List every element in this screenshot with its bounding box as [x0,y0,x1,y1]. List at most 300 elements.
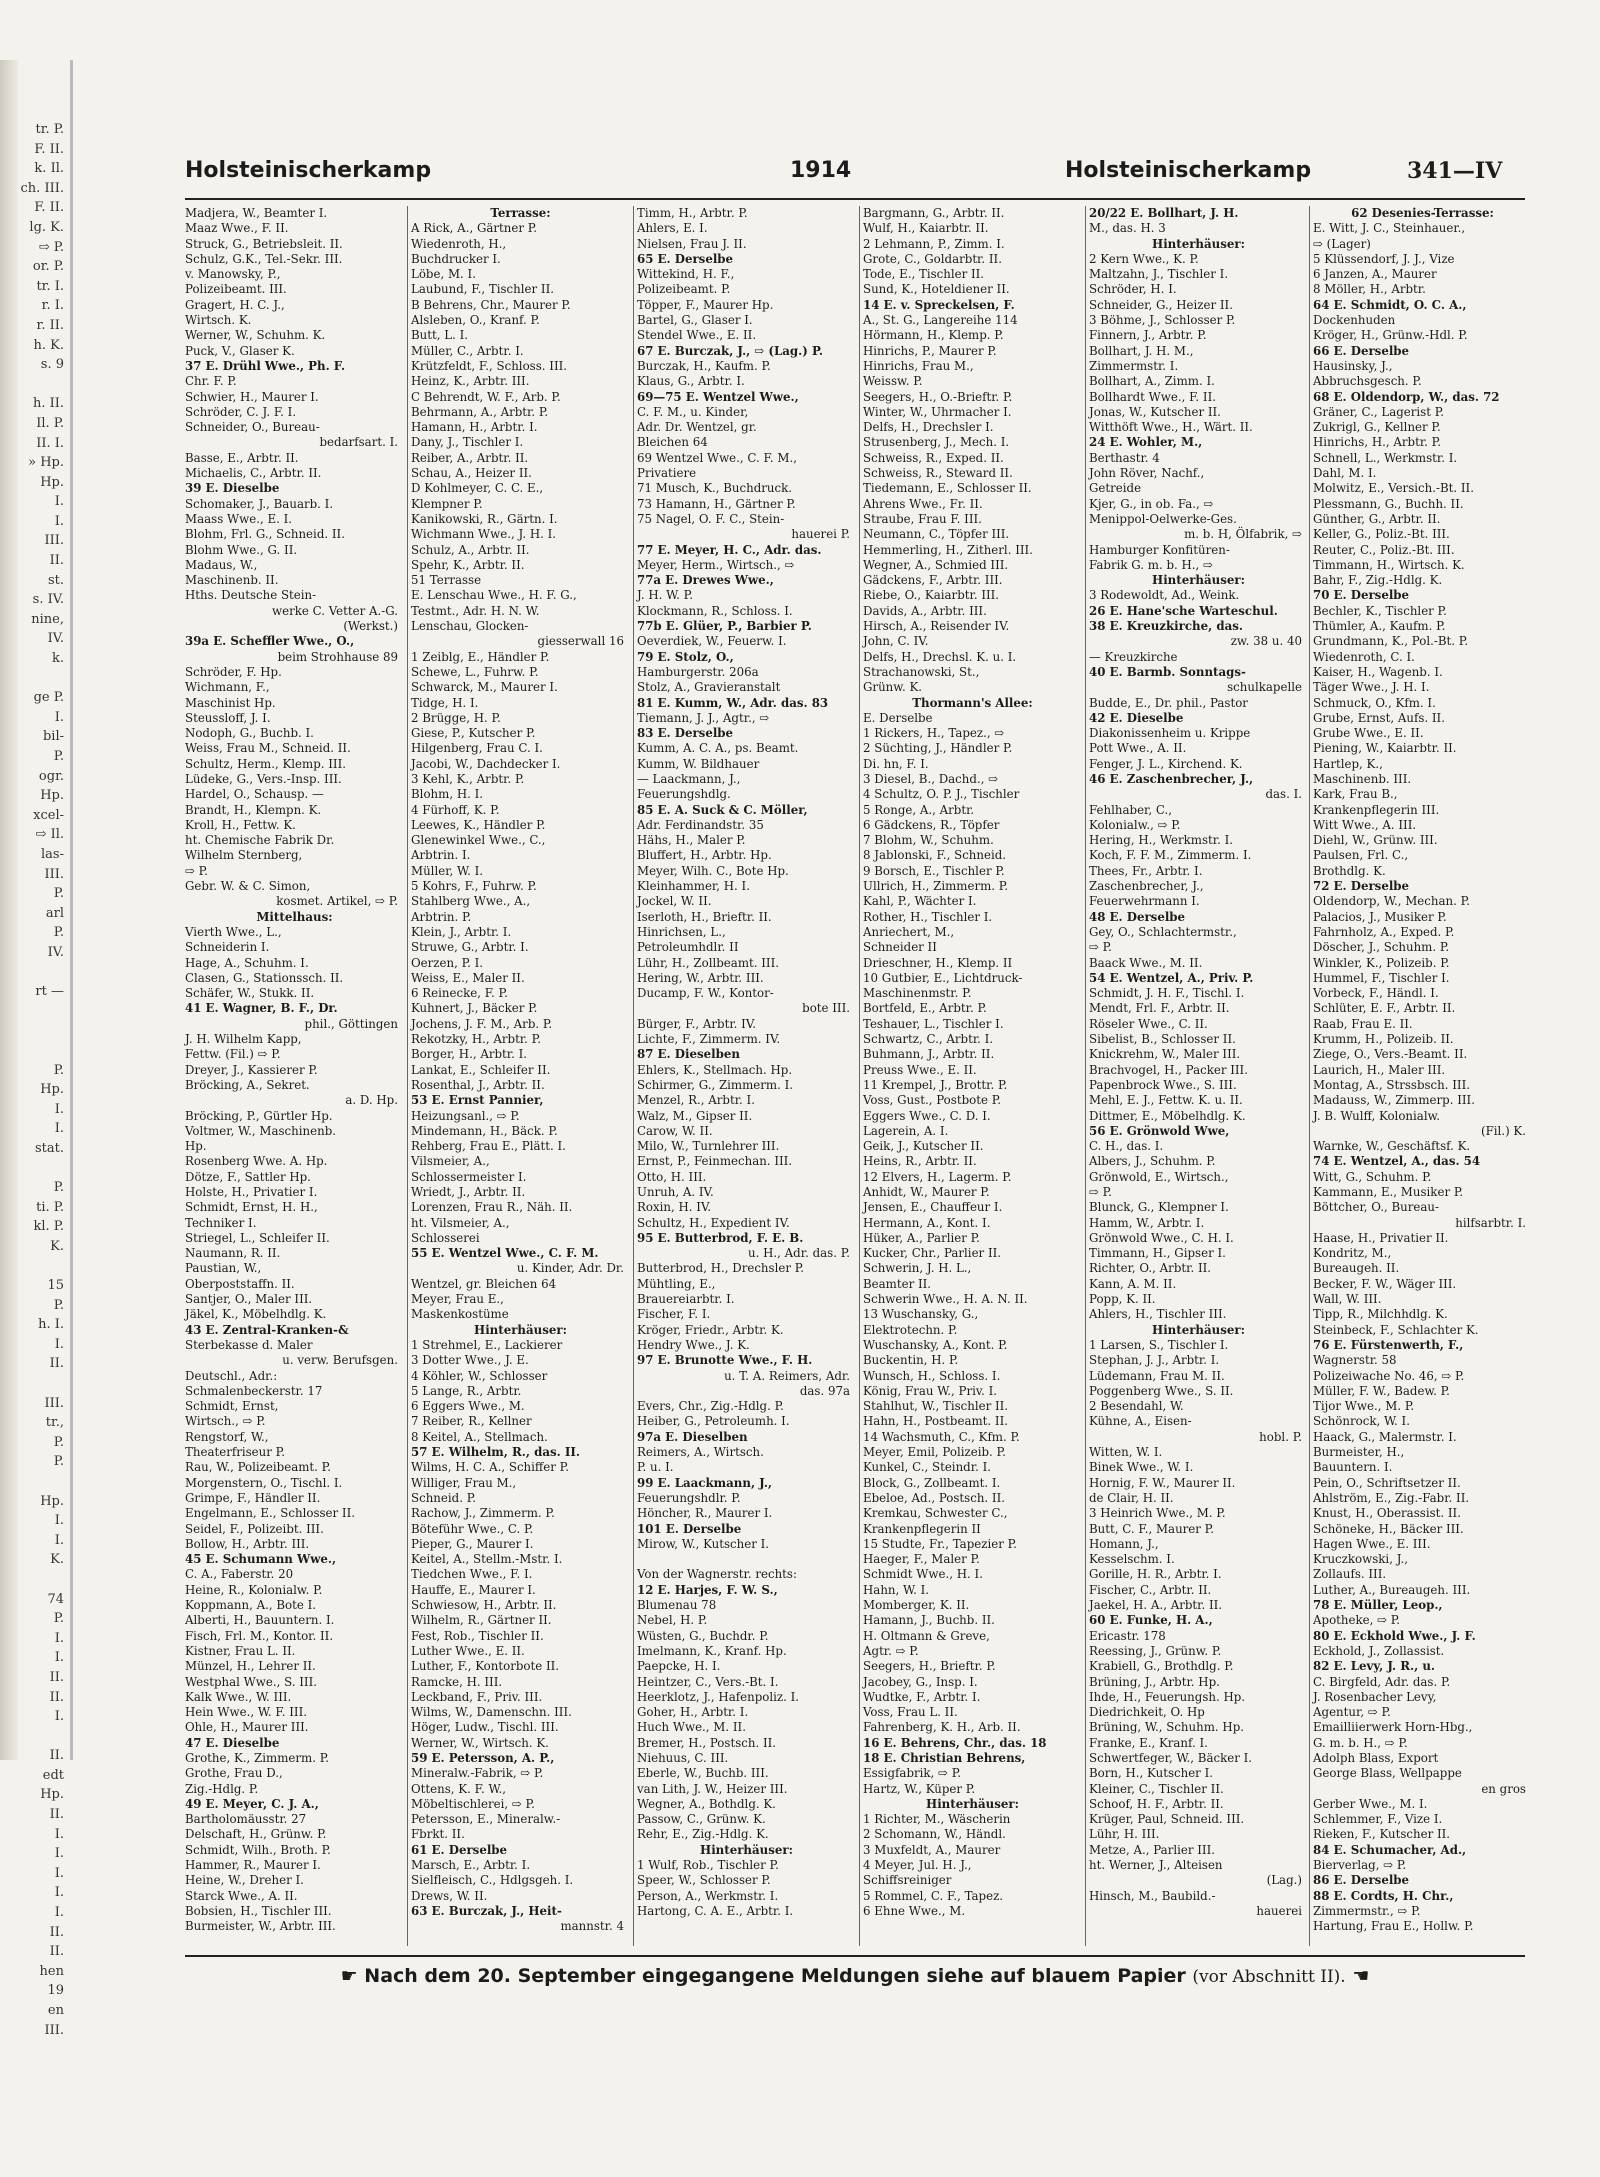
directory-line: Lorenzen, Frau R., Näh. II. [411,1200,573,1215]
directory-line: Grube, Ernst, Aufs. II. [1313,710,1445,725]
directory-line: G. m. b. H., ⇨ P. [1313,1735,1408,1750]
directory-line: A Rick, A., Gärtner P. [411,221,538,236]
directory-line: Rosenberg Wwe. A. Hp. [185,1154,328,1169]
directory-line: Michaelis, C., Arbtr. II. [185,466,322,481]
directory-line: Madjera, W., Beamter I. [185,206,328,220]
directory-line: Fahrnholz, A., Exped. P. [1313,924,1455,939]
directory-line: Voss, Frau L. II. [863,1705,958,1720]
directory-line: Jonas, W., Kutscher II. [1089,404,1221,419]
directory-line: Fisch, Frl. M., Kontor. II. [185,1628,334,1643]
column-divider [407,206,408,1946]
facing-page-fragment: ogr. [38,768,64,784]
directory-line: Grönwold, E., Wirtsch., [1089,1169,1229,1184]
directory-line: 47 E. Dieselbe [185,1735,280,1750]
directory-line: Williger, Frau M., [411,1475,517,1490]
directory-line: Schmidt, Ernst, [185,1399,279,1414]
facing-page-fragment [0,1256,64,1276]
directory-line: Dötze, F., Sattler Hp. [185,1169,311,1184]
directory-line: Montag, A., Strssbsch. III. [1313,1077,1470,1092]
directory-line: Gerber Wwe., M. I. [1313,1796,1428,1811]
facing-page-fragment: F. II. [34,200,64,216]
directory-line: Wilhelm Sternberg, [185,848,303,863]
directory-line: Kann, A. M. II. [1089,1276,1177,1291]
directory-line: Finnern, J., Arbtr. P. [1089,328,1207,343]
facing-page-fragment: I. [54,1650,64,1666]
directory-line: Hahn, W. I. [863,1582,929,1597]
directory-line: Kucker, Chr., Parlier II. [863,1246,1002,1261]
directory-line: Testmt., Adr. H. N. W. [411,603,540,618]
directory-line: Bröcking, P., Gürtler Hp. [185,1108,333,1123]
directory-line: Person, A., Werkmstr. I. [637,1888,779,1903]
directory-line: Davids, A., Arbtr. III. [863,603,987,618]
directory-line: Wirtsch., ⇨ P. [185,1414,266,1429]
directory-line: 48 E. Derselbe [1089,909,1186,924]
directory-line: 15 Studte, Fr., Tapezier P. [863,1536,1017,1551]
directory-line: 12 Elvers, H., Lagerm. P. [863,1169,1012,1184]
directory-line: Paepcke, H. I. [637,1659,721,1674]
directory-line: Heintzer, C., Vers.-Bt. I. [637,1674,779,1689]
directory-line: Franke, E., Kranf. I. [1089,1735,1208,1750]
directory-line: Schöneke, H., Bäcker III. [1313,1521,1464,1536]
directory-line: Eggers Wwe., C. D. I. [863,1108,991,1123]
directory-line: Wriedt, J., Arbtr. II. [411,1185,526,1199]
directory-line: 14 Wachsmuth, C., Kfm. P. [863,1429,1020,1444]
directory-line: Hp. [185,1139,207,1154]
directory-line: 97a E. Dieselben [637,1429,748,1444]
directory-line: Timmann, H., Gipser I. [1089,1246,1226,1261]
directory-line: Marsch, E., Arbtr. I. [411,1858,531,1873]
directory-line: Petroleumhdlr. II [637,940,739,955]
directory-line: Mendt, Frl. F., Arbtr. II. [1089,1001,1230,1016]
directory-line: Hering, W., Arbtr. III. [637,970,764,985]
directory-page [185,150,1525,2040]
directory-line: Kruczkowski, J., [1313,1552,1409,1567]
directory-line: Steinbeck, F., Schlachter K. [1313,1322,1479,1337]
directory-line: hauerei [1256,1903,1302,1918]
directory-line: Kistner, Frau L. II. [185,1643,296,1658]
directory-line: Berthastr. 4 [1089,450,1160,465]
directory-line: Schlemmer, F., Vize I. [1313,1812,1443,1827]
directory-line: Thümler, A., Kaufm. P. [1313,619,1446,634]
directory-line: Kolonialw., ⇨ P. [1089,817,1181,832]
directory-line: Heins, R., Arbtr. II. [863,1154,977,1169]
directory-line: Grimpe, F., Händler II. [185,1490,321,1505]
directory-line: P. u. I. [637,1460,674,1475]
directory-line: 5 Lange, R., Arbtr. [411,1383,522,1398]
directory-line: Santjer, O., Maler III. [185,1292,313,1307]
directory-line: 5 Ronge, A., Arbtr. [863,802,975,817]
directory-line: Blohm, H. I. [411,787,484,802]
directory-line: Ebeloe, Ad., Postsch. II. [863,1490,1006,1505]
facing-page-fragment: II. [49,1807,64,1823]
directory-line: 2 Süchting, J., Händler P. [863,741,1013,756]
directory-line: Steussloff, J. I. [185,710,271,725]
directory-line: Weiss, E., Maler II. [411,970,525,985]
directory-line: 69 Wentzel Wwe., C. F. M., [637,450,797,465]
directory-line: 43 E. Zentral-Kranken-& [185,1322,349,1337]
directory-line: Jensen, E., Chauffeur I. [863,1200,1003,1215]
directory-line: Stahlhut, W., Tischler II. [863,1399,1009,1414]
directory-line: 67 E. Burczak, J., ⇨ (Lag.) P. [637,343,823,358]
directory-line: Wegner, A., Bothdlg. K. [637,1796,776,1811]
directory-line: Giese, P., Kutscher P. [411,726,536,741]
directory-line: Heiber, G., Petroleumh. I. [637,1414,790,1429]
directory-line: Momberger, K. II. [863,1598,970,1613]
facing-page-fragment: arl [45,905,64,921]
directory-line: Dreyer, J., Kassierer P. [185,1062,318,1077]
directory-line: Sielfleisch, C., Hdlgsgeh. I. [411,1873,574,1888]
facing-page-fragment [0,1472,64,1492]
directory-line: Strachanowski, St., [863,664,980,679]
directory-line: 5 Rommel, C. F., Tapez. [863,1888,1004,1903]
directory-line: Jacobey, G., Insp. I. [863,1674,978,1689]
directory-line: Budde, E., Dr. phil., Pastor [1089,695,1248,710]
facing-page-fragment: nine, [31,611,64,627]
directory-line: Hinterhäuser: [1152,236,1245,251]
directory-line: Hths. Deutsche Stein- [185,588,317,603]
directory-line: Schröder, F. Hp. [185,664,282,679]
directory-line: Metze, A., Parlier III. [1089,1842,1215,1857]
directory-line: Witt, G., Schuhm. P. [1313,1169,1432,1184]
facing-page-fragment: IV. [47,631,64,647]
directory-line: 57 E. Wilhelm, R., das. II. [411,1445,581,1460]
directory-line: 95 E. Butterbrod, F. E. B. [637,1230,804,1245]
directory-line: 101 E. Derselbe [637,1521,742,1536]
directory-line: Luther, A., Bureaugeh. III. [1313,1582,1471,1597]
facing-page-fragment: hen [39,1963,64,1979]
directory-line: Bröcking, A., Sekret. [185,1077,310,1092]
directory-line: Grönwold Wwe., C. H. I. [1089,1230,1234,1245]
directory-line: Tiemann, J. J., Agtr., ⇨ [637,710,770,725]
directory-line: 13 Wuschansky, G., [863,1307,979,1322]
directory-line: C. H., das. I. [1089,1139,1164,1154]
directory-line: Papenbrock Wwe., S. III. [1089,1077,1237,1092]
directory-line: Diedrichkeit, O. Hp [1089,1705,1205,1720]
directory-line: Otto, H. III. [637,1169,707,1184]
directory-line: 56 E. Grönwold Wwe, [1089,1123,1230,1138]
directory-line: Becker, F. W., Wäger III. [1313,1276,1457,1291]
directory-line: Meyer, Wilh. C., Bote Hp. [637,863,789,878]
directory-line: 20/22 E. Bollhart, J. H. [1089,206,1239,220]
directory-line: Lühr, H. III. [1089,1827,1160,1842]
directory-line: Starck Wwe., A. II. [185,1888,298,1903]
directory-line: 11 Krempel, J., Brottr. P. [863,1077,1008,1092]
facing-page-fragment: I. [54,1905,64,1921]
directory-line: Schnell, L., Werkmstr. I. [1313,450,1458,465]
directory-line: Wittekind, H. F., [637,267,735,282]
directory-line: Schulz, A., Arbtr. II. [411,542,530,557]
directory-line: Rengstorf, W., [185,1429,269,1444]
directory-line: Unruh, A. IV. [637,1185,714,1199]
directory-line: Döscher, J., Schuhm. P. [1313,940,1450,955]
directory-line: giesserwall 16 [537,634,624,649]
directory-line: Petersson, E., Mineralw.- [411,1812,561,1827]
directory-line: Bleichen 64 [637,435,708,450]
directory-line: Hage, A., Schuhm. I. [185,955,309,970]
facing-page-fragment [0,963,64,983]
directory-line: J. Rosenbacher Levy, [1313,1689,1437,1704]
facing-page-fragment: Hp. [40,1082,64,1098]
directory-line: Straube, Frau F. III. [863,511,982,526]
directory-line: E. Lenschau Wwe., H. F. G., [411,588,577,603]
directory-line: Zig.-Hdlg. P. [185,1781,259,1796]
directory-line: ⇨ P. [1089,1185,1112,1199]
directory-line: van Lith, J. W., Heizer III. [637,1781,788,1796]
directory-line: Rehberg, Frau E., Plätt. I. [411,1139,566,1154]
directory-line: Nielsen, Frau J. II. [637,236,747,251]
directory-line: Dittmer, E., Möbelhdlg. K. [1089,1108,1246,1123]
directory-line: Wichmann, F., [185,680,270,695]
directory-line: (Fil.) K. [1481,1123,1526,1138]
directory-line: Privatiere [637,466,697,481]
directory-line: Polizeibeamt. III. [185,282,287,297]
directory-line: Reiber, A., Arbtr. II. [411,450,529,465]
entry-columns [185,206,1525,1946]
directory-line: 83 E. Derselbe [637,726,734,741]
directory-line: Glenewinkel Wwe., C., [411,833,546,848]
directory-line: Hartung, Frau E., Hollw. P. [1313,1919,1474,1934]
directory-line: Löbe, M. I. [411,267,476,282]
directory-line: Voss, Gust., Postbote P. [863,1093,1001,1108]
directory-line: en gros [1481,1781,1526,1796]
directory-line: Albers, J., Schuhm. P. [1089,1154,1216,1169]
facing-page-fragment: en [47,2003,64,2018]
directory-line: Mühtling, E., [637,1276,716,1291]
directory-line: Grote, C., Goldarbtr. II. [863,251,1002,266]
directory-line: Schneiderin I. [185,940,270,955]
directory-line: Techniker I. [185,1215,257,1230]
directory-line: Laurich, H., Maler III. [1313,1062,1446,1077]
footer-tail: (vor Abschnitt II). [1192,1967,1346,1987]
directory-line: Hummel, F., Tischler I. [1313,970,1450,985]
directory-line: Schau, A., Heizer II. [411,466,532,481]
directory-line: Stephan, J. J., Arbtr. I. [1089,1353,1220,1368]
directory-line: Grünw. K. [863,680,923,695]
directory-line: Menippol-Oelwerke-Ges. [1089,511,1237,526]
header-right-title: Holsteinischerkamp [1065,158,1312,183]
directory-line: m. b. H, Ölfabrik, ⇨ [1184,527,1302,542]
directory-line: 1 Rickers, H., Tapez., ⇨ [863,726,1005,741]
directory-line: Madauss, W., Zimmerp. III. [1313,1093,1475,1108]
directory-line: Schwerin, J. H. L., [863,1261,972,1276]
directory-line: Kunkel, C., Steindr. I. [863,1460,991,1475]
directory-line: Schlosserei [411,1230,480,1245]
hand-pointer-icon: ☛ [340,1965,358,1987]
directory-line: Beamter II. [863,1276,932,1291]
directory-line: ht. Werner, J., Alteisen [1089,1858,1223,1873]
directory-line: ht. Vilsmeier, A., [411,1215,510,1230]
facing-page-fragment: I. [54,1846,64,1862]
directory-line: Witt Wwe., A. III. [1313,817,1417,832]
directory-line: C. A., Faberstr. 20 [185,1567,294,1582]
directory-line: J. H. W. P. [637,588,693,603]
directory-line: Maschinenb. II. [185,573,279,588]
directory-line: H. Oltmann & Greve, [863,1628,990,1643]
directory-line: Burczak, H., Kaufm. P. [637,358,771,373]
directory-line: J. B. Wulff, Kolonialw. [1313,1108,1441,1123]
directory-line: 86 E. Derselbe [1313,1873,1410,1888]
directory-line: Hähs, H., Maler P. [637,833,746,848]
directory-line: Schneider II [863,940,937,955]
directory-line: 40 E. Barmb. Sonntags- [1089,664,1246,679]
directory-line: Schmuck, O., Kfm. I. [1313,695,1436,710]
directory-line: Getreide [1089,481,1142,496]
directory-line: Molwitz, E., Versich.-Bt. II. [1313,481,1474,496]
directory-line: Hartz, W., Küper P. [863,1781,976,1796]
directory-line: 60 E. Funke, H. A., [1089,1613,1213,1628]
directory-line: Wuschansky, A., Kont. P. [863,1337,1008,1352]
directory-line: Hilgenberg, Frau C. I. [411,741,543,756]
directory-line: Vorbeck, F., Händl. I. [1313,986,1439,1001]
directory-line: Richter, O., Arbtr. II. [1089,1261,1212,1276]
directory-line: Hinrichs, H., Arbtr. P. [1313,435,1441,450]
directory-line: Maskenkostüme [411,1307,509,1322]
page-number: 341—IV [1407,158,1503,184]
directory-line: Tijor Wwe., M. P. [1313,1399,1415,1414]
directory-line: kosmet. Artikel, ⇨ P. [276,894,398,909]
directory-line: 81 E. Kumm, W., Adr. das. 83 [637,695,829,710]
directory-line: Weiss, Frau M., Schneid. II. [185,741,351,756]
directory-line: Bollow, H., Arbtr. III. [185,1536,310,1551]
directory-line: Pott Wwe., A. II. [1089,741,1187,756]
directory-line: 6 Janzen, A., Maurer [1313,267,1437,282]
directory-line: Brüning, W., Schuhm. Hp. [1089,1720,1244,1735]
facing-page-fragment: edt [42,1767,64,1783]
directory-line: 3 Rodewoldt, Ad., Weink. [1089,588,1240,603]
directory-line: 68 E. Oldendorp, W., das. 72 [1313,389,1500,404]
column-4 [863,206,1082,1946]
directory-line: Stolz, A., Gravieranstalt [637,680,781,695]
directory-line: 4 Meyer, Jul. H. J., [863,1858,972,1873]
directory-line: — Kreuzkirche [1089,649,1178,664]
page-gutter [70,60,73,1760]
directory-line: hilfsarbtr. I. [1455,1215,1526,1230]
directory-line: Piening, W., Kaiarbtr. II. [1313,741,1457,756]
directory-line: Passow, C., Grünw. K. [637,1812,766,1827]
directory-line: Kumm, W. Bildhauer [637,756,760,771]
directory-line: Kröger, H., Grünw.-Hdl. P. [1313,328,1468,343]
directory-line: Hinrichs, Frau M., [863,358,974,373]
directory-line: 3 Muxfeldt, A., Maurer [863,1842,1001,1857]
directory-line: Wilms, H. C. A., Schiffer P. [411,1460,569,1475]
directory-line: 64 E. Schmidt, O. C. A., [1313,297,1467,312]
directory-line: 4 Schultz, O. P. J., Tischler [863,787,1020,802]
facing-page-fragment: II. [49,1944,64,1960]
directory-line: Laubund, F., Tischler II. [411,282,554,297]
directory-line: Knickrehm, W., Maler III. [1089,1047,1241,1062]
directory-line: Kröger, Friedr., Arbtr. K. [637,1322,784,1337]
directory-line: König, Frau W., Priv. I. [863,1383,998,1398]
directory-line: Kondritz, M., [1313,1246,1392,1261]
directory-line: Gädckens, F., Arbtr. III. [863,573,1003,588]
directory-line: 2 Lehmann, P., Zimm. I. [863,236,1005,251]
directory-line: Agentur, ⇨ P. [1313,1705,1391,1720]
directory-line: Schönrock, W. I. [1313,1414,1410,1429]
directory-line: Seegers, H., O.-Brieftr. P. [863,389,1013,404]
directory-line: Eberle, W., Buchb. III. [637,1766,769,1781]
directory-line: a. D. Hp. [345,1093,398,1108]
directory-line: Sund, K., Hoteldiener II. [863,282,1010,297]
directory-line: v. Manowsky, P., [185,267,281,282]
directory-line: Schwiesow, H., Arbtr. II. [411,1598,557,1613]
facing-page-fragment: I. [54,1826,64,1842]
facing-page-fragment [0,1570,64,1590]
directory-line: 71 Musch, K., Buchdruck. [637,481,793,496]
directory-line: Grothe, K., Zimmerm. P. [185,1750,329,1765]
directory-line: Gebr. W. & C. Simon, [185,879,311,894]
directory-line: Keller, G., Poliz.-Bt. III. [1313,527,1450,542]
directory-line: Dahl, M. I. [1313,466,1377,481]
directory-line: Oerzen, P. I. [411,955,484,970]
directory-line: Neumann, C., Töpfer III. [863,527,1010,542]
directory-line: 45 E. Schumann Wwe., [185,1552,337,1567]
directory-line: Mineralw.-Fabrik, ⇨ P. [411,1766,544,1781]
directory-line: B Behrens, Chr., Maurer P. [411,297,571,312]
directory-line: M., das. H. 3 [1089,221,1166,236]
directory-line: Witthöft Wwe., H., Wärt. II. [1089,420,1253,435]
directory-line: Reuter, C., Poliz.-Bt. III. [1313,542,1455,557]
facing-page-fragment: I. [54,1630,64,1646]
directory-line: Ericastr. 178 [1089,1628,1166,1643]
directory-line: 3 Diesel, B., Dachd., ⇨ [863,771,999,786]
directory-line: Fehlhaber, C., [1089,802,1173,817]
directory-line: Bartholomäusstr. 27 [185,1812,307,1827]
directory-line: Homann, J., [1089,1536,1159,1551]
facing-page-fragment: P. [53,1062,64,1078]
directory-line: Hörmann, H., Klemp. P. [863,328,1004,343]
directory-line: Ramcke, H. III. [411,1674,503,1689]
facing-page-fragment: ge P. [33,690,64,706]
directory-line: 80 E. Eckhold Wwe., J. F. [1313,1628,1476,1643]
directory-line: Gey, O., Schlachtermstr., [1089,924,1237,939]
directory-line: Ullrich, H., Zimmerm. P. [863,879,1009,894]
directory-line: Koppmann, A., Bote I. [185,1598,317,1613]
directory-line: Chr. F. P. [185,374,237,389]
directory-line: Jochens, J. F. M., Arb. P. [411,1016,553,1031]
directory-line: Müller, F. W., Badew. P. [1313,1383,1450,1398]
directory-line: Schmidt, Wilh., Broth. P. [185,1842,331,1857]
directory-line: 18 E. Christian Behrens, [863,1750,1026,1765]
facing-page-edge [0,120,64,2038]
directory-line: Winter, W., Uhrmacher I. [863,404,1012,419]
directory-line: 7 Blohm, W., Schuhm. [863,833,994,848]
directory-line: Sibelist, B., Schlosser II. [1089,1032,1236,1047]
facing-page-fragment: P. [53,749,64,764]
directory-line: Anhidt, W., Maurer P. [863,1185,990,1199]
directory-line: Schulz, G.K., Tel.-Sekr. III. [185,251,343,266]
directory-line: Schwier, H., Maurer I. [185,389,319,404]
facing-page-fragment: I. [54,1101,64,1117]
directory-line: Grube Wwe., E. II. [1313,726,1424,741]
directory-line: 2 Kern Wwe., K. P. [1089,251,1199,266]
directory-line: Heine, W., Dreher I. [185,1873,304,1888]
directory-line: Fischer, C., Arbtr. II. [1089,1582,1212,1597]
facing-page-fragment: ⇨ P. [38,239,64,255]
directory-line: Krützfeldt, F., Schloss. III. [411,358,568,373]
directory-line: Kaiser, H., Wagenb. I. [1313,664,1443,679]
directory-line: Schneid. P. [411,1490,476,1505]
directory-line: Diehl, W., Grünw. III. [1313,833,1438,848]
directory-line: Naumann, R. II. [185,1246,281,1261]
facing-page-fragment: P. [53,1454,64,1470]
column-divider [1085,206,1086,1946]
directory-line: 51 Terrasse [411,573,482,588]
column-2 [411,206,630,1946]
directory-line: Hinterhäuser: [700,1842,793,1857]
directory-line: 4 Fürhoff, K. P. [411,802,500,817]
directory-line: Schröder, C. J. F. I. [185,404,297,419]
directory-line: Reessing, J., Grünw. P. [1089,1643,1222,1658]
